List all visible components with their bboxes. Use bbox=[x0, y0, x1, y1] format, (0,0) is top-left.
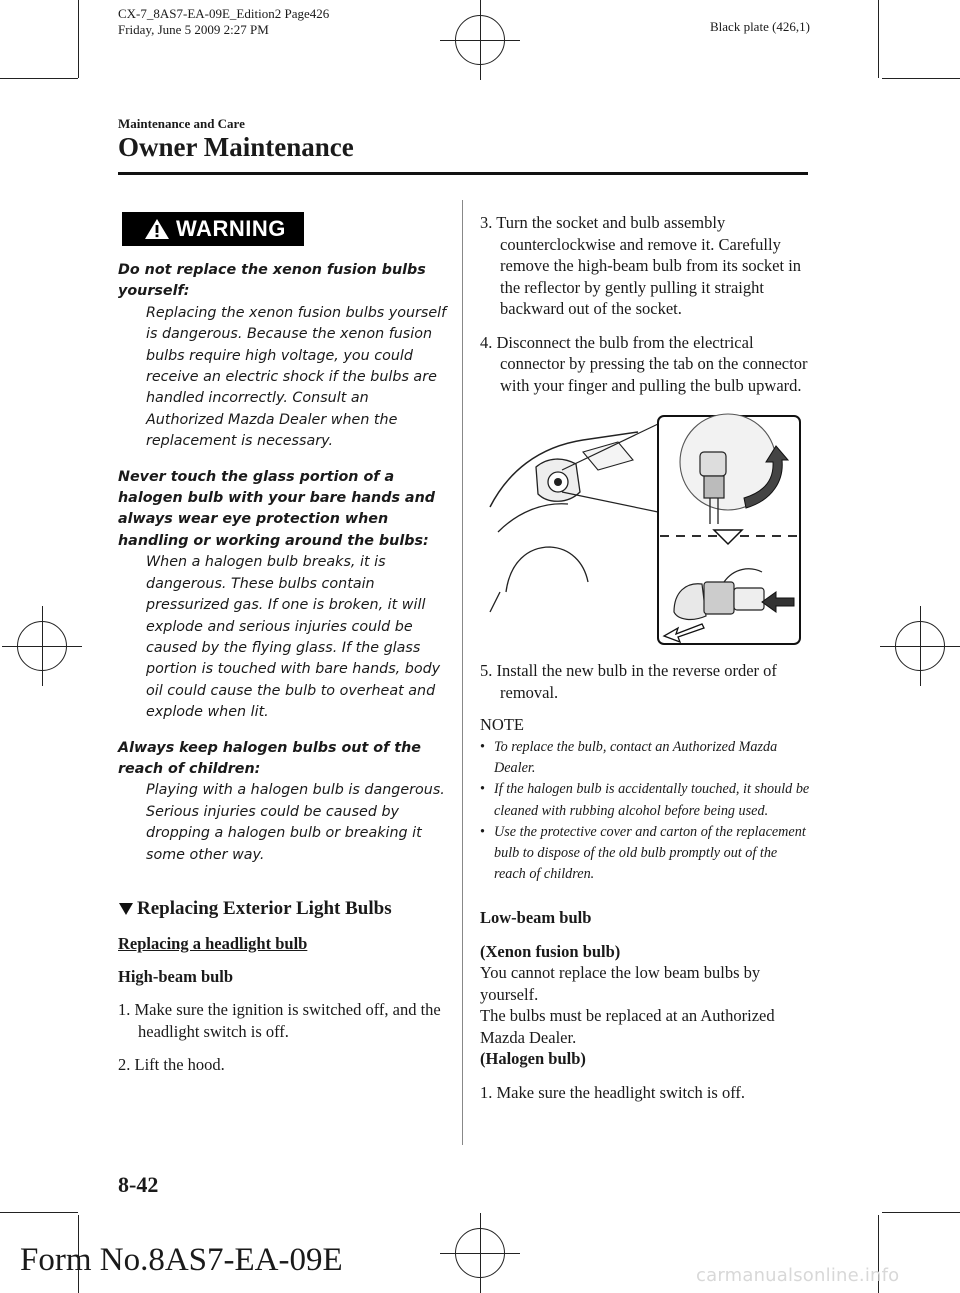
subsection-heading bbox=[118, 898, 448, 920]
print-slug bbox=[118, 6, 329, 38]
warning-heading: Do not replace the xenon fusion bulbs yourself: bbox=[118, 262, 426, 300]
title-rule bbox=[118, 172, 808, 175]
note-list bbox=[480, 737, 810, 885]
xenon-heading: (Xenon fusion bulb) bbox=[480, 941, 621, 961]
right-column bbox=[480, 212, 810, 1103]
warning-label: WARNING bbox=[176, 216, 286, 241]
registration-mark-bottom bbox=[440, 1213, 520, 1293]
plate-label: Black plate (426,1) bbox=[710, 19, 810, 34]
crop-mark bbox=[882, 1212, 960, 1213]
bulb-heading: High-beam bulb bbox=[118, 966, 234, 986]
warning-body: When a halogen bulb breaks, it is dangerous. These bulbs contain pressurized gas. If one is broken, it will explode and serious injuries could be caused by the flying glass. If the glass portion is touched with bare hands, body oil could cause the bulb to overheat and explode when lit. bbox=[146, 554, 441, 721]
step-5: 5. Install the new bulb in the reverse order of removal. bbox=[480, 661, 777, 702]
note-item: • Use the protective cover and carton of the replacement bulb to dispose of the old bulb promptly out of the reach of children. bbox=[480, 822, 810, 886]
crop-mark bbox=[878, 0, 879, 78]
column-divider bbox=[462, 200, 463, 1145]
warning-body: Playing with a halogen bulb is dangerous. Serious injuries could be caused by dropping a halogen bulb or breaking it some other way. bbox=[146, 782, 445, 863]
warning-badge bbox=[122, 212, 304, 246]
topic-heading: Replacing a headlight bulb bbox=[118, 933, 308, 953]
xenon-text: The bulbs must be replaced at an Authorized Mazda Dealer. bbox=[480, 1006, 775, 1047]
warning-body: Replacing the xenon fusion bulbs yourself is dangerous. Because the xenon fusion bulbs require high voltage, you could receive an electric shock if the bulbs are handled incorrectly. Consult an Authorized Mazda Dealer when the replacement is necessary. bbox=[146, 304, 447, 450]
slug-file: CX-7_8AS7-EA-09E_Edition2 Page426 bbox=[118, 6, 330, 21]
slug-date: Friday, June 5 2009 2:27 PM bbox=[118, 22, 269, 37]
headlight-bulb-illustration bbox=[488, 412, 804, 648]
warning-heading: Always keep halogen bulbs out of the reach of children: bbox=[118, 739, 421, 777]
note-item: • If the halogen bulb is accidentally touched, it should be cleaned with rubbing alcohol before being used. bbox=[480, 779, 810, 821]
step-3: 3. Turn the socket and bulb assembly counterclockwise and remove it. Carefully remove the high-beam bulb from its socket in the reflector by gently pulling it straight backward out of the socket. bbox=[480, 213, 802, 318]
warning-heading: Never touch the glass portion of a halogen bulb with your bare hands and always wear eye protection when handling or working around the bulbs: bbox=[118, 468, 435, 549]
step-2: 2. Lift the hood. bbox=[118, 1055, 225, 1075]
registration-mark-left bbox=[2, 606, 82, 686]
warning-item bbox=[118, 260, 448, 453]
xenon-text: You cannot replace the low beam bulbs by yourself. bbox=[480, 963, 761, 1004]
warning-icon bbox=[144, 218, 170, 240]
headlight-diagram bbox=[488, 412, 804, 648]
halogen-heading: (Halogen bulb) bbox=[480, 1049, 586, 1069]
low-beam-heading: Low-beam bulb bbox=[480, 908, 592, 928]
warning-item bbox=[118, 738, 448, 866]
crop-mark bbox=[78, 0, 79, 78]
subsection-title: Replacing Exterior Light Bulbs bbox=[137, 897, 392, 919]
warning-item bbox=[118, 467, 448, 724]
step-4: 4. Disconnect the bulb from the electrical connector by pressing the tab on the connector with your finger and pulling the bulb upward. bbox=[480, 332, 808, 395]
page-title: Owner Maintenance bbox=[118, 132, 354, 162]
triangle-down-icon bbox=[118, 902, 134, 916]
crop-mark bbox=[0, 78, 78, 79]
left-column bbox=[118, 212, 448, 1076]
registration-mark-right bbox=[880, 606, 960, 686]
step-1: 1. Make sure the ignition is switched off, and the headlight switch is off. bbox=[118, 1000, 441, 1041]
section-label: Maintenance and Care bbox=[118, 116, 245, 131]
note-heading: NOTE bbox=[480, 715, 524, 734]
note-item: • To replace the bulb, contact an Authorized Mazda Dealer. bbox=[480, 737, 810, 779]
registration-mark-top bbox=[440, 0, 520, 80]
page-number: 8-42 bbox=[118, 1172, 159, 1197]
crop-mark bbox=[0, 1212, 78, 1213]
form-number: Form No.8AS7-EA-09E bbox=[20, 1242, 343, 1278]
halogen-step-1: 1. Make sure the headlight switch is off. bbox=[480, 1082, 746, 1102]
crop-mark bbox=[882, 78, 960, 79]
watermark: carmanualsonline.info bbox=[696, 1265, 900, 1286]
